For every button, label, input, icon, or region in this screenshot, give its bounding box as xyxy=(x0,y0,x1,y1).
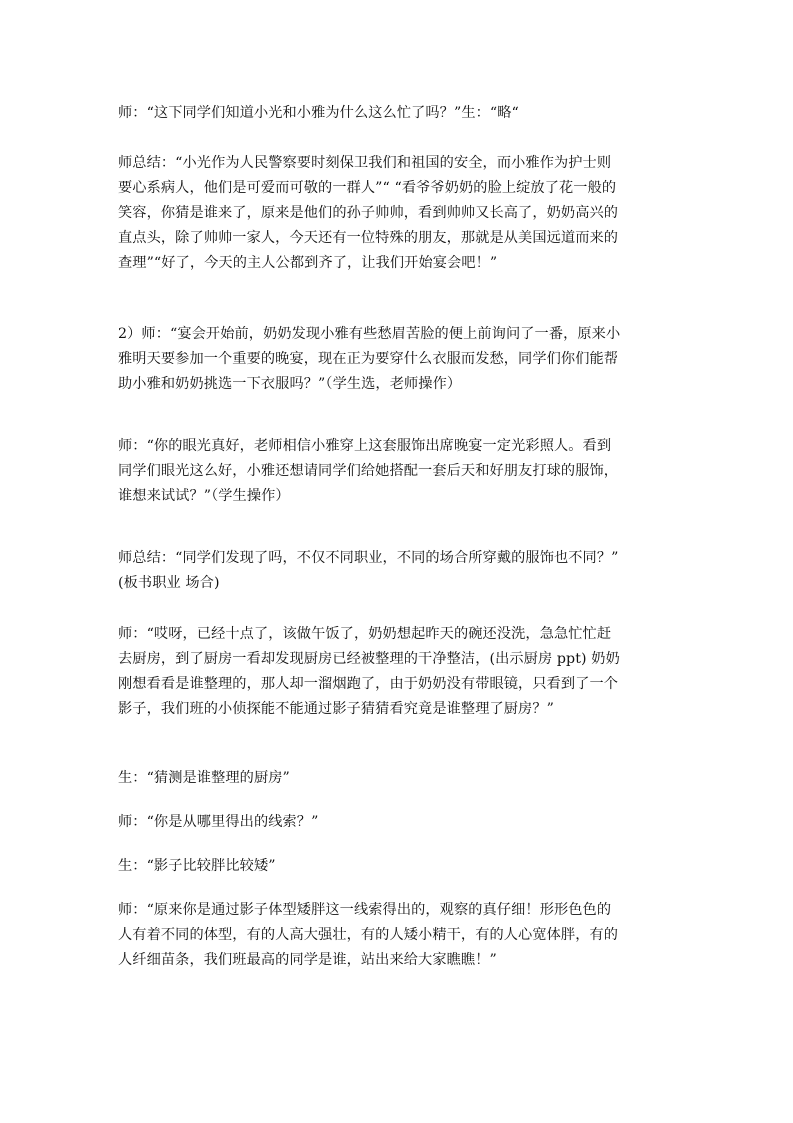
text-line: 影子，我们班的小侦探能不能通过影子猜猜看究竟是谁整理了厨房？” xyxy=(118,701,554,717)
text-line: 2）师：“宴会开始前，奶奶发现小雅有些愁眉苦脸的便上前询问了一番，原来小 xyxy=(118,326,621,342)
paragraph-teacher-question xyxy=(118,101,678,126)
paragraph-banquet-start xyxy=(118,322,678,397)
text-line: 师总结：“同学们发现了吗，不仅不同职业，不同的场合所穿戴的服饰也不同？” xyxy=(118,550,619,566)
text-line: 去厨房，到了厨房一看却发现厨房已经被整理的干净整洁，(出示厨房 ppt) 奶奶 xyxy=(118,651,620,667)
paragraph-teacher-summary-1 xyxy=(118,151,678,276)
text-line: 查理”“好了，今天的主人公都到齐了，让我们开始宴会吧！” xyxy=(118,255,498,271)
text-line: 要心系病人，他们是可爱而可敬的一群人”“ “看爷爷奶奶的脸上绽放了花一般的 xyxy=(118,180,617,196)
text-line: 谁想来试试？”（学生操作） xyxy=(118,488,290,504)
paragraph-teacher-body-types xyxy=(118,898,678,973)
text-line: 雅明天要参加一个重要的晚宴，现在正为要穿什么衣服而发愁，同学们你们能帮 xyxy=(118,351,619,367)
text-line: 人有着不同的体型，有的人高大强壮，有的人矮小精干，有的人心宽体胖，有的 xyxy=(118,927,619,943)
text-line: (板书职业 场合) xyxy=(118,575,220,591)
text-line: 师：“这下同学们知道小光和小雅为什么这么忙了吗？”生：“略“ xyxy=(118,105,519,121)
paragraph-teacher-praise xyxy=(118,434,678,509)
paragraph-kitchen-story xyxy=(118,622,678,722)
text-line: 师：“原来你是通过影子体型矮胖这一线索得出的，观察的真仔细！形形色色的 xyxy=(118,902,612,918)
text-line: 人纤细苗条，我们班最高的同学是谁，站出来给大家瞧瞧！” xyxy=(118,952,497,968)
text-line: 刚想看看是谁整理的，那人却一溜烟跑了，由于奶奶没有带眼镜，只看到了一个 xyxy=(118,676,619,692)
text-line: 助小雅和奶奶挑选一下衣服吗？”（学生选，老师操作） xyxy=(118,376,462,392)
text-line: 生：“影子比较胖比较矮” xyxy=(118,858,276,874)
paragraph-student-answer xyxy=(118,854,678,879)
text-line: 笑容，你猜是谁来了，原来是他们的孙子帅帅，看到帅帅又长高了，奶奶高兴的 xyxy=(118,205,619,221)
paragraph-teacher-summary-2 xyxy=(118,546,678,596)
paragraph-teacher-clue-question xyxy=(118,810,678,835)
text-line: 直点头，除了帅帅一家人，今天还有一位特殊的朋友，那就是从美国远道而来的 xyxy=(118,230,619,246)
text-line: 生：“猜测是谁整理的厨房” xyxy=(118,770,290,786)
text-line: 师总结：“小光作为人民警察要时刻保卫我们和祖国的安全，而小雅作为护士则 xyxy=(118,155,612,171)
paragraph-student-guess xyxy=(118,766,678,791)
text-line: 师：“你的眼光真好，老师相信小雅穿上这套服饰出席晚宴一定光彩照人。看到 xyxy=(118,438,612,454)
text-line: 师：“哎呀，已经十点了，该做午饭了，奶奶想起昨天的碗还没洗，急急忙忙赶 xyxy=(118,626,612,642)
text-line: 同学们眼光这么好，小雅还想请同学们给她搭配一套后天和好朋友打球的服饰， xyxy=(118,463,619,479)
text-line: 师：“你是从哪里得出的线索？” xyxy=(118,814,319,830)
